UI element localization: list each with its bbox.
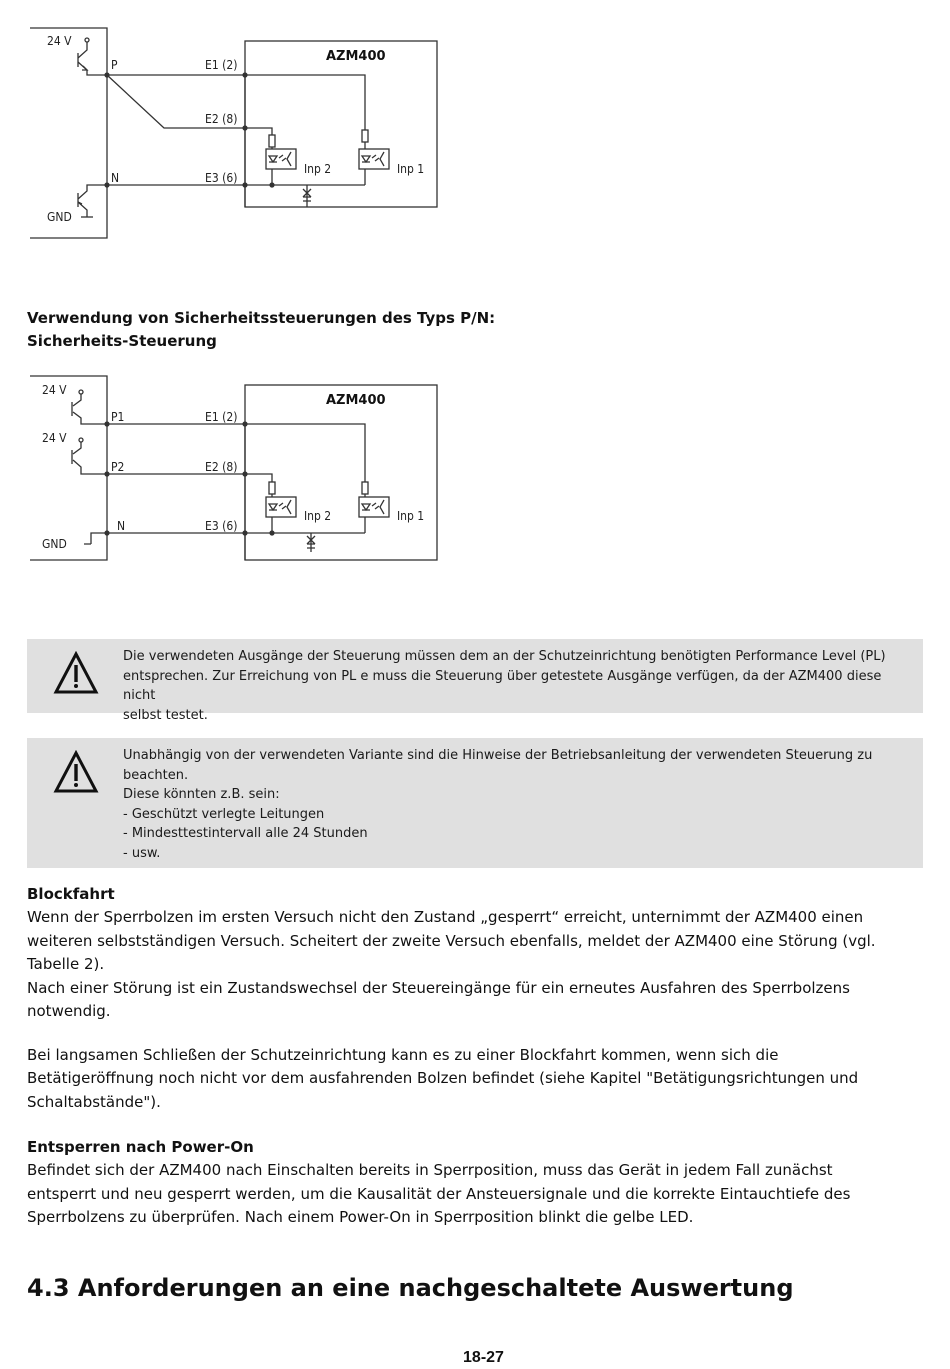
warning-text-line: entsprechen. Zur Erreichung von PL e muss die Steuerung über getestete Ausgänge verfügen, da der AZM400 diese nicht: [123, 668, 882, 704]
warning-text-line: selbst testet.: [123, 707, 208, 723]
warning-triangle-icon: [53, 750, 99, 798]
section-heading-4-3: 4.3 Anforderungen an eine nachgeschaltete Auswertung: [27, 1274, 794, 1302]
text-line: Wenn der Sperrbolzen im ersten Versuch nicht den Zustand „gesperrt“ erreicht, unternimmt der AZM400 einen: [27, 908, 864, 926]
power-on-paragraph: [27, 1159, 927, 1230]
wiring-diagram-pn-dual: [25, 370, 445, 570]
text-line: Befindet sich der AZM400 nach Einschalten bereits in Sperrposition, muss das Gerät in jedem Fall zunächst: [27, 1161, 833, 1179]
supply-1-label: 24 V: [42, 383, 67, 397]
text-line: Nach einer Störung ist ein Zustandswechsel der Steuereingänge für ein erneutes Ausfahren des Sperrbolzens: [27, 978, 850, 997]
terminal-e1-label: E1 (2): [205, 58, 238, 72]
warning-text-line: Die verwendeten Ausgänge der Steuerung müssen dem an der Schutzeinrichtung benötigten Performance Level (PL): [123, 649, 886, 664]
node-n-label: N: [111, 171, 120, 185]
node-p-label: P: [111, 58, 118, 72]
gnd-label: GND: [42, 537, 67, 551]
page-number: 18-27: [463, 1349, 504, 1366]
warning-triangle-icon: [53, 651, 99, 699]
warning-box-performance-level: [27, 639, 923, 723]
text-line: Betätigeröffnung noch nicht vor dem ausfahrenden Bolzen befindet (siehe Kapitel "Betätigungsrichtungen und: [27, 1069, 859, 1087]
wiring-diagram-pn-single: [25, 25, 445, 245]
device-label: AZM400: [326, 49, 386, 64]
warning-text-line: Unabhängig von der verwendeten Variante sind die Hinweise der Betriebsanleitung der verwendeten Steuerung zu: [123, 748, 873, 763]
section-blockfahrt: [27, 883, 927, 1114]
supply-label: 24 V: [47, 34, 72, 48]
text-line: notwendig.: [27, 1002, 111, 1020]
section-title-line-2: Sicherheits-Steuerung: [27, 332, 217, 350]
text-line: entsperrt und neu gesperrt werden, um die Kausalität der Ansteuersignale und die korrekte Eintauchtiefe des: [27, 1184, 851, 1203]
node-p1-label: P1: [111, 410, 125, 424]
warning-list-item: - Mindesttestintervall alle 24 Stunden: [123, 826, 368, 842]
input-2-label: Inp 2: [304, 162, 332, 176]
section-title-pn: [27, 307, 495, 353]
blockfahrt-paragraph-2: [27, 1044, 927, 1115]
blockfahrt-paragraph-1: [27, 906, 927, 1024]
power-on-heading: Entsperren nach Power-On: [27, 1138, 254, 1156]
warning-box-operating-manual: [27, 738, 923, 868]
input-1-label: Inp 1: [397, 509, 425, 523]
gnd-label: GND: [47, 210, 72, 224]
terminal-e2-label: E2 (8): [205, 460, 238, 474]
input-2-label: Inp 2: [304, 509, 332, 523]
text-line: Bei langsamen Schließen der Schutzeinrichtung kann es zu einer Blockfahrt kommen, wenn sich die: [27, 1045, 779, 1064]
text-line: weiteren selbstständigen Versuch. Scheitert der zweite Versuch ebenfalls, meldet der AZM400 eine Störung (vgl.: [27, 931, 876, 950]
warning-list-item: - usw.: [123, 845, 161, 861]
node-n-label: N: [117, 519, 126, 533]
node-p2-label: P2: [111, 460, 125, 474]
blockfahrt-heading: Blockfahrt: [27, 885, 115, 903]
input-1-label: Inp 1: [397, 162, 425, 176]
terminal-e3-label: E3 (6): [205, 171, 238, 185]
device-label: AZM400: [326, 393, 386, 408]
section-power-on: [27, 1136, 927, 1230]
warning-text-line: beachten.: [123, 767, 189, 783]
terminal-e3-label: E3 (6): [205, 519, 238, 533]
section-title-line-1: Verwendung von Sicherheitssteuerungen des Typs P/N:: [27, 309, 496, 327]
text-line: Sperrbolzens zu überprüfen. Nach einem Power-On in Sperrposition blinkt die gelbe LED.: [27, 1208, 694, 1226]
text-line: Tabelle 2).: [27, 955, 105, 973]
supply-2-label: 24 V: [42, 431, 67, 445]
text-line: Schaltabstände").: [27, 1092, 161, 1111]
warning-list-item: - Geschützt verlegte Leitungen: [123, 806, 325, 822]
terminal-e1-label: E1 (2): [205, 410, 238, 424]
terminal-e2-label: E2 (8): [205, 112, 238, 126]
warning-text-line: Diese könnten z.B. sein:: [123, 787, 280, 803]
